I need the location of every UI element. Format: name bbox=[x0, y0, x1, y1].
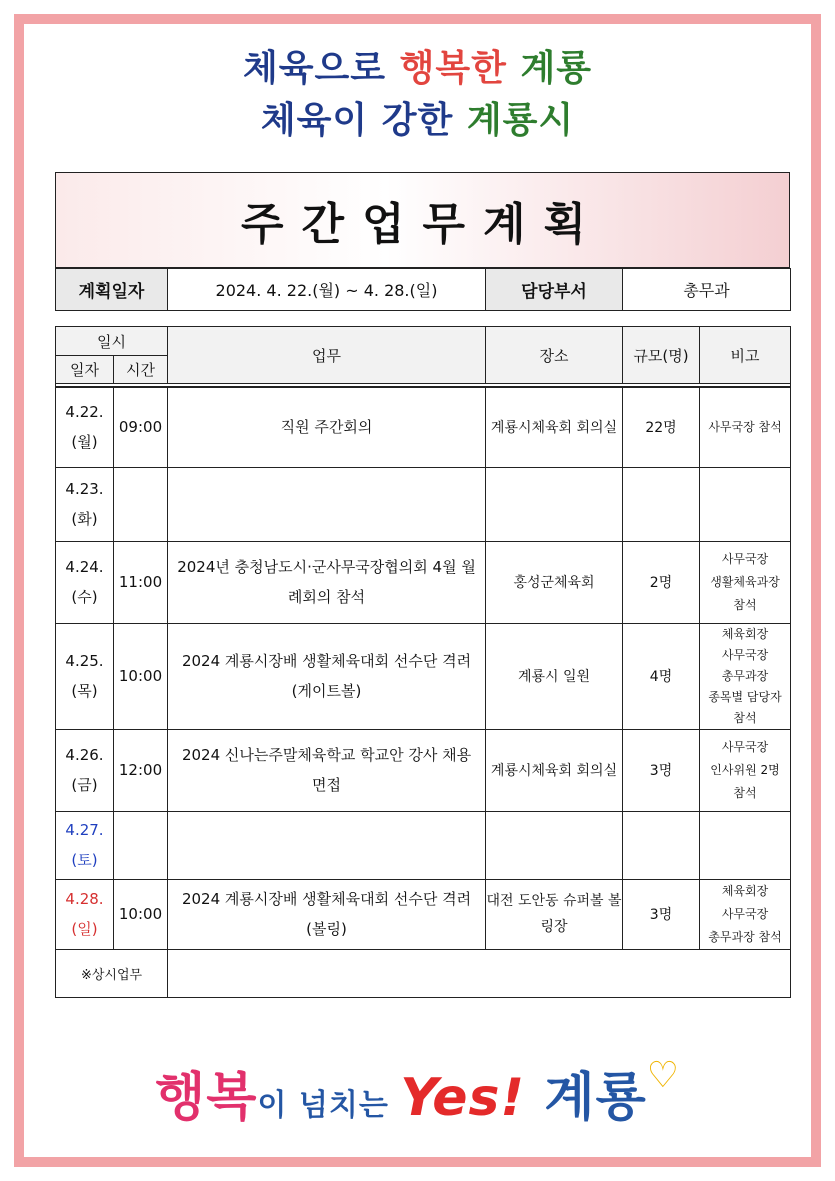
header-note: 비고 bbox=[700, 327, 791, 384]
note-cell bbox=[700, 541, 791, 623]
place-cell: 대전 도안동 슈퍼볼 볼링장 bbox=[486, 879, 623, 949]
task-cell: 2024년 충청남도시·군사무국장협의회 4월 월례회의 참석 bbox=[168, 541, 486, 623]
date-text: 4.23. bbox=[65, 480, 104, 498]
footer-part: Yes! bbox=[400, 1068, 526, 1128]
scale-cell: 4명 bbox=[623, 623, 700, 729]
place-cell bbox=[486, 811, 623, 879]
header-task: 업무 bbox=[168, 327, 486, 384]
table-row bbox=[56, 811, 791, 879]
date-cell bbox=[56, 811, 114, 879]
task-cell bbox=[168, 467, 486, 541]
dow-text: (월) bbox=[71, 433, 98, 452]
time-cell bbox=[114, 467, 168, 541]
regular-label: ※상시업무 bbox=[56, 949, 168, 997]
slogan-line-2 bbox=[0, 92, 835, 143]
header-date: 일자 bbox=[56, 356, 114, 384]
place-cell: 계룡시 일원 bbox=[486, 623, 623, 729]
time-cell: 11:00 bbox=[114, 541, 168, 623]
task-cell: 직원 주간회의 bbox=[168, 387, 486, 467]
date-cell bbox=[56, 729, 114, 811]
note-line: 생활체육과장 bbox=[710, 574, 780, 589]
date-cell bbox=[56, 879, 114, 949]
table-row bbox=[56, 879, 791, 949]
plan-date-label: 계획일자 bbox=[56, 269, 168, 311]
place-cell bbox=[486, 467, 623, 541]
date-text: 4.22. bbox=[65, 403, 104, 422]
note-cell bbox=[700, 879, 791, 949]
note-line: 참석 bbox=[733, 785, 757, 800]
table-row bbox=[56, 623, 791, 729]
task-cell: 2024 계룡시장배 생활체육대회 선수단 격려 (게이트볼) bbox=[168, 623, 486, 729]
time-cell: 12:00 bbox=[114, 729, 168, 811]
heart-icon: ♡ bbox=[646, 1055, 681, 1096]
dow-text: (수) bbox=[71, 588, 98, 606]
table-row bbox=[56, 729, 791, 811]
note-line: 총무과장 bbox=[721, 668, 769, 683]
note-line: 사무국장 bbox=[721, 647, 769, 662]
note-cell bbox=[700, 729, 791, 811]
slogan-line-1 bbox=[0, 40, 835, 91]
time-cell: 09:00 bbox=[114, 387, 168, 467]
place-cell: 계룡시체육회 회의실 bbox=[486, 729, 623, 811]
note-line: 인사위원 2명 bbox=[710, 762, 780, 777]
time-cell: 10:00 bbox=[114, 879, 168, 949]
scale-cell: 22명 bbox=[623, 387, 700, 467]
date-cell bbox=[56, 623, 114, 729]
title-box bbox=[55, 172, 790, 268]
dept-value: 총무과 bbox=[623, 269, 791, 311]
date-text: 4.26. bbox=[65, 746, 104, 764]
table-row bbox=[56, 541, 791, 623]
note-line: 사무국장 bbox=[721, 739, 769, 754]
info-table bbox=[55, 268, 791, 311]
date-text: 4.27. bbox=[65, 821, 104, 839]
slogan-part: 체육이 강한 bbox=[260, 100, 467, 141]
table-row bbox=[56, 467, 791, 541]
note-line: 사무국장 bbox=[721, 906, 769, 921]
date-cell bbox=[56, 467, 114, 541]
note-cell bbox=[700, 387, 791, 467]
slogan-part: 체육으로 bbox=[242, 48, 400, 89]
place-cell: 계룡시체육회 회의실 bbox=[486, 387, 623, 467]
task-cell: 2024 신나는주말체육학교 학교안 강사 채용 면접 bbox=[168, 729, 486, 811]
task-cell: 2024 계룡시장배 생활체육대회 선수단 격려 (볼링) bbox=[168, 879, 486, 949]
note-cell bbox=[700, 623, 791, 729]
date-text: 4.24. bbox=[65, 558, 104, 576]
dow-text: (토) bbox=[71, 851, 98, 869]
slogan-part: 행복한 bbox=[399, 48, 521, 89]
header-place: 장소 bbox=[486, 327, 623, 384]
schedule-table bbox=[55, 326, 791, 998]
header-scale: 규모(명) bbox=[623, 327, 700, 384]
scale-cell bbox=[623, 811, 700, 879]
task-cell bbox=[168, 811, 486, 879]
slogan-part: 계룡 bbox=[520, 48, 593, 89]
note-line: 사무국장 참석 bbox=[708, 419, 782, 434]
dept-label: 담당부서 bbox=[486, 269, 623, 311]
header-time: 시간 bbox=[114, 356, 168, 384]
table-row bbox=[56, 387, 791, 467]
slogan-part: 계룡시 bbox=[466, 100, 575, 141]
footer-slogan bbox=[0, 1055, 835, 1130]
date-cell bbox=[56, 387, 114, 467]
footer-part: 이 넘치는 bbox=[257, 1088, 401, 1123]
time-cell bbox=[114, 811, 168, 879]
regular-value bbox=[168, 949, 791, 997]
scale-cell: 3명 bbox=[623, 879, 700, 949]
header-datetime: 일시 bbox=[56, 327, 168, 356]
footer-part: 행복 bbox=[154, 1068, 258, 1128]
date-text: 4.28. bbox=[65, 890, 104, 908]
date-cell bbox=[56, 541, 114, 623]
place-cell: 홍성군체육회 bbox=[486, 541, 623, 623]
note-cell bbox=[700, 811, 791, 879]
dow-text: (화) bbox=[71, 510, 98, 528]
page-title: 주간업무계획 bbox=[240, 199, 605, 250]
note-line: 총무과장 참석 bbox=[708, 929, 782, 944]
scale-cell: 3명 bbox=[623, 729, 700, 811]
dow-text: (목) bbox=[71, 682, 98, 700]
table-row bbox=[56, 949, 791, 997]
footer-part: 계룡 bbox=[525, 1068, 647, 1128]
note-line: 사무국장 bbox=[721, 551, 769, 566]
note-line: 참석 bbox=[733, 597, 757, 612]
date-text: 4.25. bbox=[65, 652, 104, 670]
dow-text: (금) bbox=[71, 776, 98, 794]
note-line: 종목별 담당자 bbox=[708, 689, 782, 704]
scale-cell bbox=[623, 467, 700, 541]
note-cell bbox=[700, 467, 791, 541]
note-line: 체육회장 bbox=[721, 626, 769, 641]
time-cell: 10:00 bbox=[114, 623, 168, 729]
scale-cell: 2명 bbox=[623, 541, 700, 623]
note-line: 체육회장 bbox=[721, 883, 769, 898]
plan-date-value: 2024. 4. 22.(월) ~ 4. 28.(일) bbox=[168, 269, 486, 311]
dow-text: (일) bbox=[71, 920, 98, 938]
note-line: 참석 bbox=[733, 710, 757, 725]
